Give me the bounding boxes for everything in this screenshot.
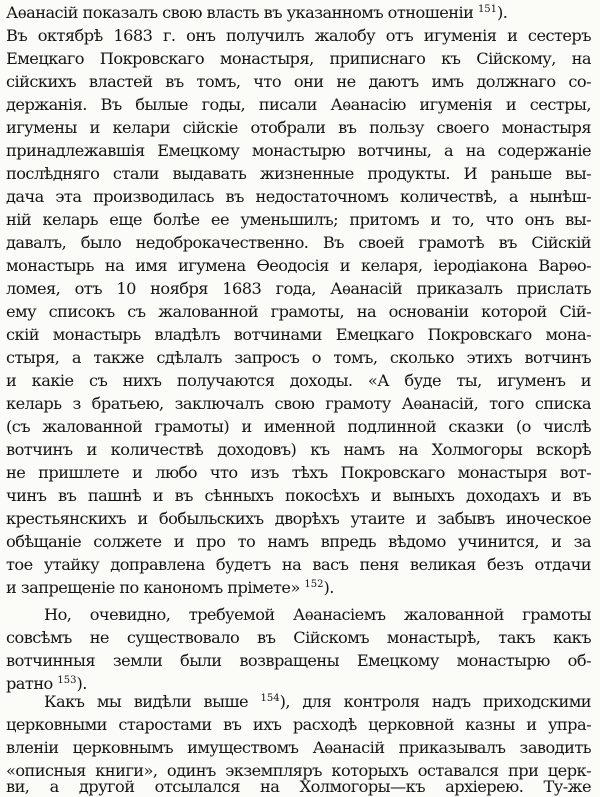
text-line: ви, а другой отсылался на Холмогоры—къ архіерею. Ту-же bbox=[6, 777, 591, 796]
text-line: вотчинныя земли были возвращены Емецкому монастырю об- bbox=[6, 651, 591, 670]
text-line: стыря, а также сдѣлалъ запросъ о томъ, сколько этихъ вотчинъ bbox=[6, 348, 591, 367]
text-line: ратно $^{153}$). bbox=[6, 674, 87, 693]
text-line: вленіи церковнымъ имуществомъ Аѳанасій приказывалъ заводить bbox=[6, 738, 591, 757]
text-line: обѣщаніе солжете и про то намъ впредь вѣдомо учинится, и за bbox=[6, 532, 591, 551]
text-line: Аѳанасій показалъ свою власть въ указанномъ отношеніи $^{151}$). bbox=[6, 3, 508, 22]
text-line: церковными старостами въ ихъ расходѣ церковной казны и упра- bbox=[6, 715, 591, 734]
text-line: игумены и келари сійскіе отобрали въ пользу своего монастыря bbox=[6, 118, 591, 137]
text-line: тое утайку доправлена будетъ на васъ пеня великая безъ отдачи bbox=[6, 555, 591, 574]
text-line: скій монастырь владѣлъ вотчинами Емецкаго Покровскаго мона- bbox=[6, 325, 591, 344]
text-line: держанія. Въ былые годы, писали Аѳанасію игуменія и сестры, bbox=[6, 95, 591, 114]
footnote-ref: 151 bbox=[477, 4, 498, 15]
text-line: ломея, отъ 10 ноября 1683 года, Аѳанасій приказалъ прислать bbox=[6, 279, 591, 298]
text-line: Какъ мы видѣли выше $^{154}$), для контроля надъ приходскими bbox=[44, 692, 591, 711]
text-line: «описныя книги», одинъ экземпляръ которыхъ оставался при церк- bbox=[6, 761, 591, 780]
text-line: Емецкаго Покровскаго монастыря, приписнаго къ Сійскому, на bbox=[6, 49, 591, 68]
text-line: не пришлете и любо что изъ тѣхъ Покровскаго монастыря вот- bbox=[6, 463, 591, 482]
text-line: вотчинъ и количествѣ доходовъ) къ намъ на Холмогоры вскорѣ bbox=[6, 440, 591, 459]
text-line: давалъ, было недоброкачественно. Въ своей грамотѣ въ Сійскій bbox=[6, 233, 591, 252]
text-line: совсѣмъ не существовало въ Сійскомъ монастырѣ, такъ какъ bbox=[6, 628, 591, 647]
text-line: принадлежавшія Емецкому монастырю вотчины, а на содержаніе bbox=[6, 141, 591, 160]
text-line: келарь з братьею, заключалъ свою грамоту Аѳанасій, того списка bbox=[6, 394, 591, 413]
text-line: монастырь на имя игумена Ѳеодосія и келаря, іеродіакона Варѳо- bbox=[6, 256, 591, 275]
text-line: дача эта производилась въ недостаточномъ количествѣ, а нынѣш- bbox=[6, 187, 591, 206]
text-line: Но, очевидно, требуемой Аѳанасіемъ жалованной грамоты bbox=[44, 605, 591, 624]
text-line: сійскихъ властей въ томъ, что они не даютъ имъ должнаго со- bbox=[6, 72, 591, 91]
text-line: крестьянскихъ и бобыльскихъ дворѣхъ утаите и забывъ иноческое bbox=[6, 509, 591, 528]
text-line: (съ жалованной грамоты) и именной подлинной сказки (о числѣ bbox=[6, 417, 591, 436]
text-line: Въ октябрѣ 1683 г. онъ получилъ жалобу отъ игуменія и сестеръ bbox=[6, 26, 591, 45]
footnote-ref: 152 bbox=[304, 579, 324, 590]
text-line: ній келарь еще болѣе ее уменьшилъ; притомъ и то, что онъ вы- bbox=[6, 210, 591, 229]
text-line: чинъ въ пашнѣ и въ сѣнныхъ покосѣхъ и выныхъ доходахъ и въ bbox=[6, 486, 591, 505]
text-line: и какіе съ нихъ получаются доходы. «А буде ты, игуменъ и bbox=[6, 371, 591, 390]
footnote-ref: 154 bbox=[260, 693, 280, 704]
text-line: послѣдняго стали выдавать жизненные продукты. И раньше вы- bbox=[6, 164, 591, 183]
footnote-ref: 153 bbox=[57, 675, 77, 686]
text-line: ему списокъ съ жалованной грамоты, на основаніи которой Сій- bbox=[6, 302, 591, 321]
text-line: и запрещеніе по канономъ прімете» $^{152}$). bbox=[6, 578, 334, 597]
